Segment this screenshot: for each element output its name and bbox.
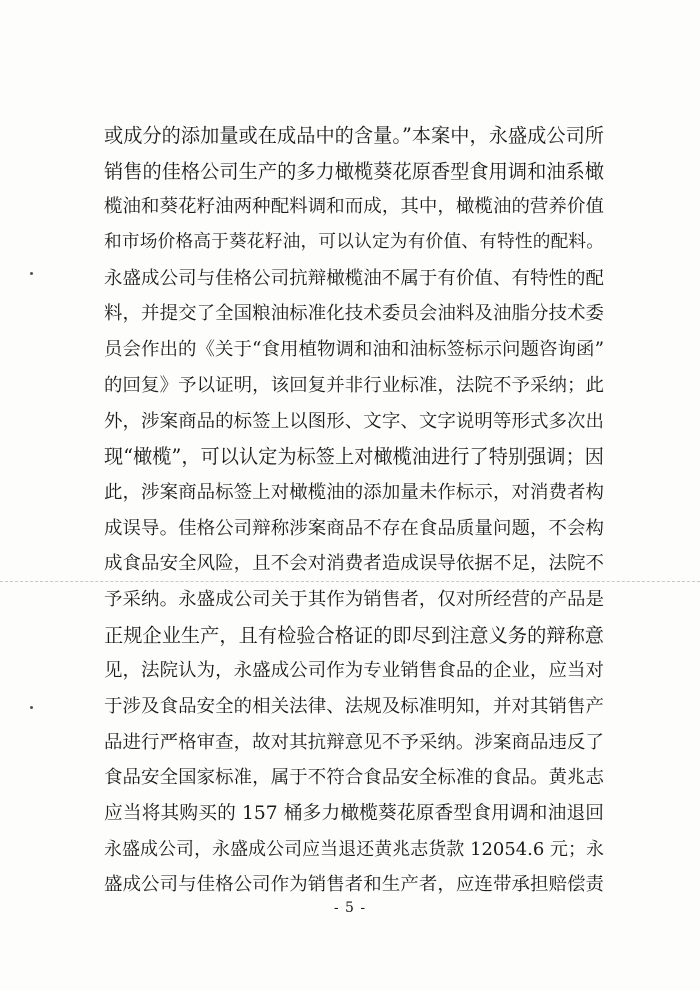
text-line: 榄油和葵花籽油两种配料调和而成，其中，橄榄油的营养价值 xyxy=(104,196,604,218)
text-line: 于涉及食品安全的相关法律、法规及标准明知，并对其销售产 xyxy=(104,696,604,717)
text-line: 此，涉案商品标签上对橄榄油的添加量未作标示，对消费者构 xyxy=(104,481,604,503)
text-line: 和市场价格高于葵花籽油，可以认定为有价值、有特性的配料。 xyxy=(104,232,604,253)
text-line: 销售的佳格公司生产的多力橄榄葵花原香型食用调和油系橄 xyxy=(104,159,604,183)
binding-hole-mark xyxy=(30,272,33,275)
text-line: 成食品安全风险，且不会对消费者造成误导依据不足，法院不 xyxy=(104,553,604,575)
text-line: 予采纳。永盛成公司关于其作为销售者，仅对所经营的产品是 xyxy=(104,588,604,610)
binding-hole-mark xyxy=(30,706,33,709)
text-line: 现“橄榄”，可以认定为标签上对橄榄油进行了特别强调；因 xyxy=(104,445,604,469)
text-line: 员会作出的《关于“食用植物调和油和油标签标示问题咨询函” xyxy=(104,339,604,361)
body-paragraph xyxy=(104,118,604,903)
text-line: 的回复》予以证明，该回复并非行业标准，法院不予采纳；此 xyxy=(104,374,604,396)
text-line: 外，涉案商品的标签上以图形、文字、文字说明等形式多次出 xyxy=(104,410,604,432)
text-line: 食品安全国家标准，属于不符合食品安全标准的食品。黄兆志 xyxy=(104,767,604,789)
text-line: 或成分的添加量或在成品中的含量。”本案中，永盛成公司所 xyxy=(104,124,604,147)
text-line: 永盛成公司，永盛成公司应当退还黄兆志货款 12054.6 元；永 xyxy=(104,838,604,860)
text-line: 见，法院认为，永盛成公司作为专业销售食品的企业，应当对 xyxy=(104,660,604,682)
text-line: 料，并提交了全国粮油标准化技术委员会油料及油脂分技术委 xyxy=(104,303,604,325)
text-line: 应当将其购买的 157 桶多力橄榄葵花原香型食用调和油退回 xyxy=(104,803,604,825)
text-line: 成误导。佳格公司辩称涉案商品不存在食品质量问题，不会构 xyxy=(104,517,604,539)
text-line: 盛成公司与佳格公司作为销售者和生产者，应连带承担赔偿责 xyxy=(104,874,604,896)
text-line: 品进行严格审查，故对其抗辩意见不予采纳。涉案商品违反了 xyxy=(104,731,604,753)
page-number: - 5 - xyxy=(333,900,367,916)
text-line: 正规企业生产，且有检验合格证的即尽到注意义务的辩称意 xyxy=(104,623,604,647)
text-line: 永盛成公司与佳格公司抗辩橄榄油不属于有价值、有特性的配 xyxy=(104,267,604,289)
